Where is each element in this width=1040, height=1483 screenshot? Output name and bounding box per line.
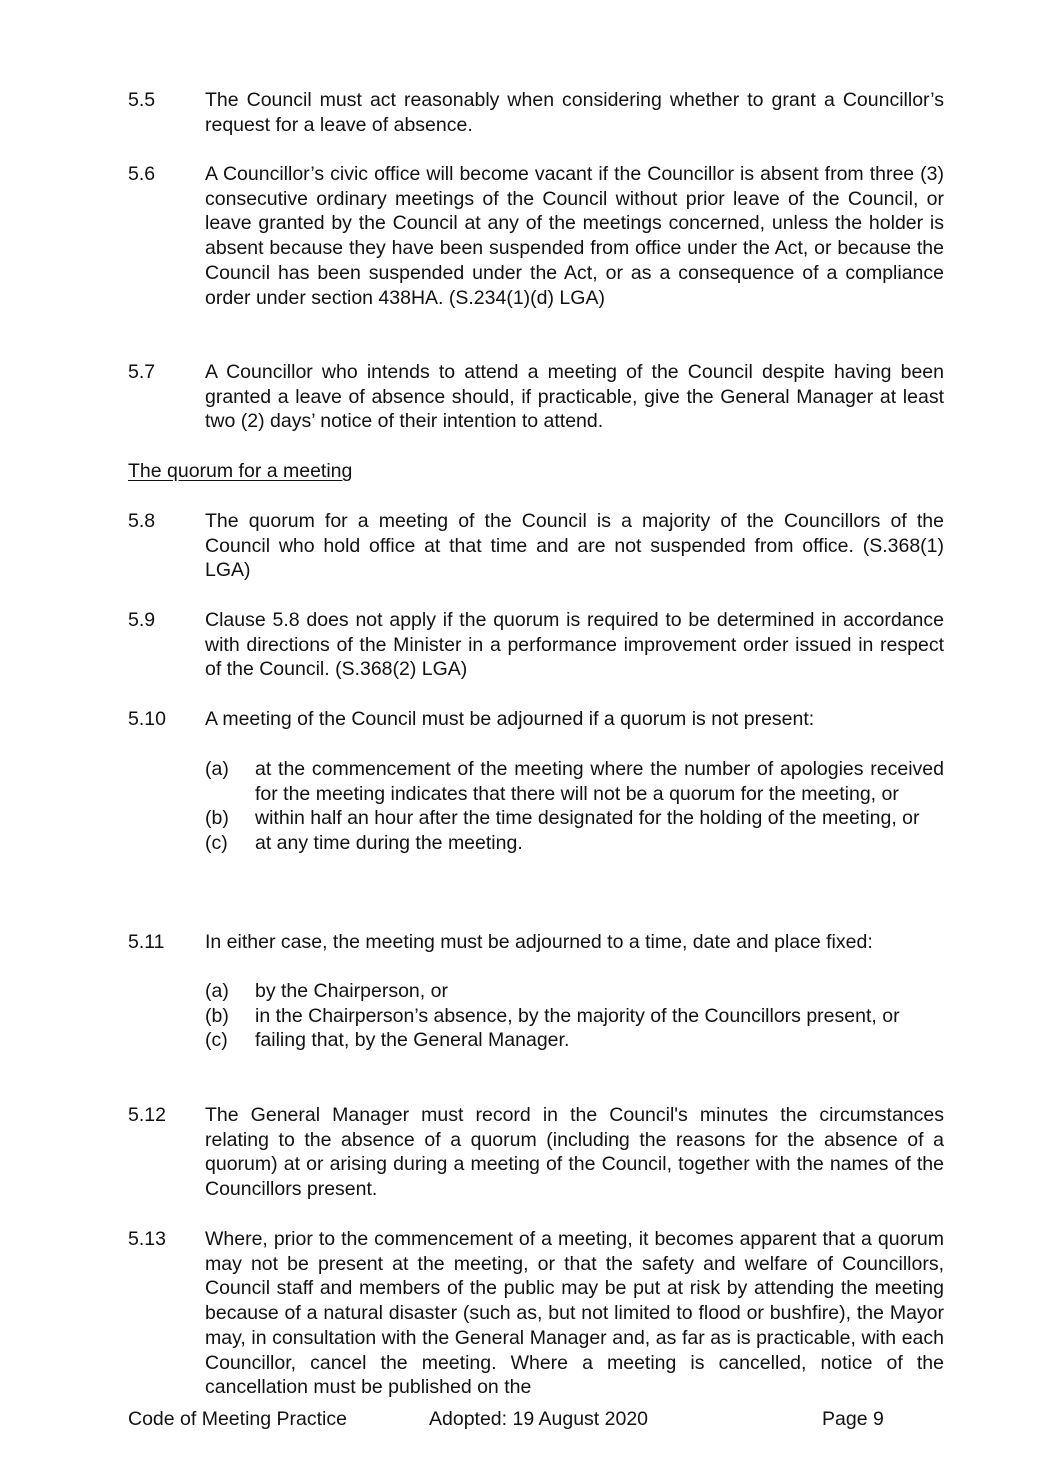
clause-text: A meeting of the Council must be adjourned if a quorum is not present: <box>205 708 815 730</box>
clause-5-6 <box>128 162 944 310</box>
clause-text: A Councillor who intends to attend a meeting of the Council despite having been granted a leave of absence should, if practicable, give the General Manager at least two (2) days’ notice of their intention to attend. <box>205 361 944 433</box>
clause-number: 5.9 <box>128 609 156 631</box>
sublist-5-10 <box>205 757 944 856</box>
list-item-label: (a) <box>205 758 229 780</box>
list-item-label: (a) <box>205 980 229 1002</box>
clause-number: 5.8 <box>128 510 156 532</box>
clause-5-8 <box>128 509 944 583</box>
clause-text: The quorum for a meeting of the Council is a majority of the Councillors of the Council who hold office at that time and are not suspended from office. (S.368(1) LGA) <box>205 510 944 582</box>
clause-text: A Councillor’s civic office will become vacant if the Councillor is absent from three (3) consecutive ordinary meetings of the Council without prior leave of the Council, or leave granted by the Council at any of the meetings concerned, unless the holder is absent because they have been suspended from office under the Act, or because the Council has been suspended under the Act, or as a consequence of a compliance order under section 438HA. (S.234(1)(d) LGA) <box>205 163 944 309</box>
clause-5-13 <box>128 1227 944 1400</box>
list-item-label: (b) <box>205 1004 229 1027</box>
list-item <box>205 1004 944 1029</box>
clause-5-11 <box>128 930 944 955</box>
clause-5-7 <box>128 360 944 434</box>
list-item <box>205 831 944 856</box>
footer-page-number: Page 9 <box>822 1408 884 1430</box>
list-item-text: at the commencement of the meeting where the number of apologies received for the meeting indicates that there will not be a quorum for the meeting, or <box>255 758 944 805</box>
clause-number: 5.7 <box>128 361 156 383</box>
clause-number: 5.10 <box>128 708 166 730</box>
clause-5-12 <box>128 1103 944 1202</box>
clause-number: 5.6 <box>128 163 156 185</box>
list-item-text: failing that, by the General Manager. <box>255 1029 570 1052</box>
footer-document-title: Code of Meeting Practice <box>128 1408 347 1430</box>
clause-5-9 <box>128 608 944 682</box>
list-item-label: (c) <box>205 1029 228 1052</box>
list-item <box>205 806 944 831</box>
clause-number: 5.12 <box>128 1104 166 1126</box>
list-item-label: (c) <box>205 832 228 855</box>
clause-number: 5.11 <box>128 931 165 953</box>
list-item-text: at any time during the meeting. <box>255 832 523 855</box>
list-item <box>205 1028 944 1053</box>
clause-number: 5.13 <box>128 1228 166 1250</box>
list-item-text: by the Chairperson, or <box>255 980 448 1002</box>
clause-text: Clause 5.8 does not apply if the quorum is required to be determined in accordance with directions of the Minister in a performance improvement order issued in respect of the Council. (S.368(2) LGA) <box>205 609 944 681</box>
footer-adopted-date: Adopted: 19 August 2020 <box>429 1408 649 1430</box>
clause-text: The General Manager must record in the Council's minutes the circumstances relating to the absence of a quorum (including the reasons for the absence of a quorum) at or arising during a meeting of the Council, together with the names of the Councillors present. <box>205 1104 944 1201</box>
clause-text: In either case, the meeting must be adjourned to a time, date and place fixed: <box>205 931 873 953</box>
list-item <box>205 757 944 806</box>
clause-text: Where, prior to the commencement of a meeting, it becomes apparent that a quorum may not be present at the meeting, or that the safety and welfare of Councillors, Council staff and members of the public may be put at risk by attending the meeting because of a natural disaster (such as, but not limited to flood or bushfire), the Mayor may, in consultation with the General Manager and, as far as is practicable, with each Councillor, cancel the meeting. Where a meeting is cancelled, notice of the cancellation must be published on the <box>205 1228 944 1399</box>
clause-number: 5.5 <box>128 89 156 111</box>
list-item-text: in the Chairperson’s absence, by the majority of the Councillors present, or <box>255 1004 900 1027</box>
clause-text: The Council must act reasonably when considering whether to grant a Councillor’s request for a leave of absence. <box>205 89 944 136</box>
list-item <box>205 979 944 1004</box>
clause-5-5 <box>128 88 944 137</box>
section-heading: The quorum for a meeting <box>128 460 353 482</box>
list-item-label: (b) <box>205 807 229 830</box>
clause-5-10 <box>128 707 944 732</box>
list-item-text: within half an hour after the time designated for the holding of the meeting, or <box>255 807 920 830</box>
sublist-5-11 <box>205 979 944 1053</box>
